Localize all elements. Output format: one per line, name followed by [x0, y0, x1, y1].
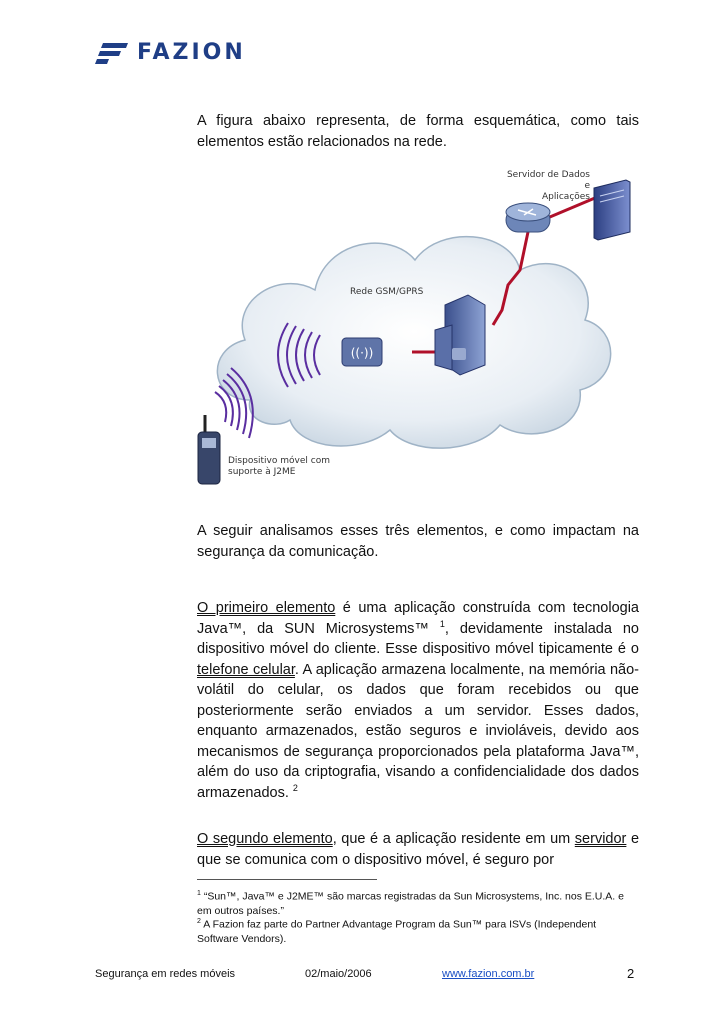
router-icon [506, 203, 550, 232]
server-label: Servidor de Dados e Aplicações [506, 170, 590, 202]
cloud-shape [217, 237, 610, 449]
first-element-heading: O primeiro elemento [197, 600, 336, 616]
phone-term: telefone celular [197, 661, 295, 678]
fazion-mark-icon [95, 41, 129, 65]
server-icon [594, 180, 630, 240]
svg-text:((·)): ((·)) [350, 346, 374, 360]
network-diagram [190, 160, 640, 500]
page-number: 2 [627, 966, 635, 981]
network-diagram-svg [190, 160, 640, 500]
footnote-ref-1: 1 [439, 618, 445, 629]
footnote-rule [197, 879, 377, 880]
footer-url-link[interactable]: www.fazion.com.br [442, 968, 535, 980]
footnote-ref-2: 2 [292, 782, 298, 793]
base-station-icon [342, 338, 382, 366]
second-element-paragraph: O segundo elemento, que é a aplicação residente em um servidor e que se comunica com o dispositivo móvel, é seguro por [197, 831, 640, 868]
first-element-paragraph: O primeiro elemento é uma aplicação construída com tecnologia Java™, da SUN Microsystems™ $^1$, devidamente instalada no dispositivo móvel do cliente. Esse dispositivo móvel tipicamente é o telefone celular. A aplicação armazena localmente, na memória não-volátil do celular, os dados que foram recebidos ou que posteriormente serão enviados a um servidor. Esses dados, enquanto armazenados, estão seguros e invioláveis, devido aos mecanismos de segurança proporcionados pela plataforma Java™, além do uso da criptografia, visando a confidencialidade dos dados armazenados. $^2$ [197, 600, 639, 801]
footnote-1: $^1$ “Sun™, Java™ e J2ME™ são marcas registradas da Sun Microsystems, Inc. nos E.U.A. e em outros países.” [197, 890, 624, 917]
intro-paragraph: A figura abaixo representa, de forma esquemática, como tais elementos estão relacionados na rede. [197, 113, 639, 150]
footer-title: Segurança em redes móveis [95, 968, 236, 980]
second-element-heading: O segundo elemento [197, 831, 333, 847]
fazion-logo [95, 40, 246, 65]
network-label: Rede GSM/GPRS [350, 287, 424, 297]
footer-date: 02/maio/2006 [305, 968, 372, 980]
server-term: servidor [574, 831, 627, 847]
logo-text: FAZION [137, 40, 246, 65]
device-label: Dispositivo móvel com suporte à J2ME [228, 456, 330, 477]
footnote-2: $^2$ A Fazion faz parte do Partner Advantage Program da Sun™ para ISVs (Independent Software Vendors). [197, 918, 597, 945]
mobile-phone-icon [198, 415, 220, 484]
analysis-intro-paragraph: A seguir analisamos esses três elementos, e como impactam na segurança da comunicação. [197, 523, 639, 560]
